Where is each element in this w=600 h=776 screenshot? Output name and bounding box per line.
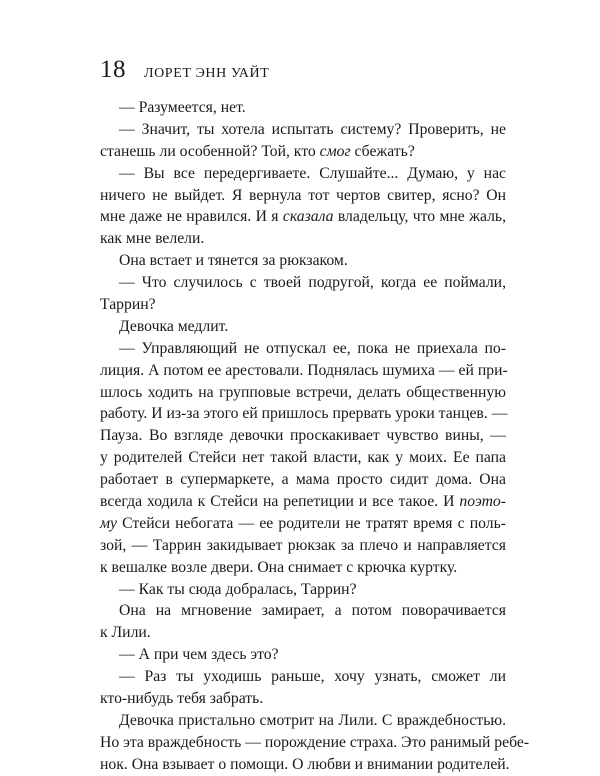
text-line: Она на мгновение замирает, а потом поворачивается (119, 602, 506, 620)
text-line: — Значит, ты хотела испытать систему? Проверить, не (119, 120, 506, 138)
text-line: — А при чем здесь это? (119, 646, 279, 664)
text-line: — Раз ты уходишь раньше, хочу узнать, сможет ли (119, 668, 506, 686)
text-line: му Стейси небогата — ее родители не тратят время с поль- (100, 514, 506, 532)
text-line: — Вы все передергиваете. Слушайте... Думаю, у нас (119, 164, 506, 182)
text-line: — Как ты сюда добралась, Таррин? (119, 580, 357, 598)
text-line: Девочка медлит. (119, 317, 229, 335)
text-line: шлось ходить на групповые встречи, делать общественную (100, 383, 506, 401)
text-line: работу. И из-за этого ей пришлось прервать уроки танцев. — (100, 405, 508, 423)
text-line: работает в супермаркете, а мама просто сидит дома. Она (100, 471, 506, 489)
text-line: Таррин? (100, 296, 156, 314)
body-text (100, 97, 530, 776)
text-line: к вешалке возле двери. Она снимает с крючка куртку. (100, 558, 458, 576)
text-line: как мне велели. (100, 230, 205, 248)
text-line: — Разумеется, нет. (119, 99, 246, 116)
text-line: — Что случилось с твоей подругой, когда ее поймали, (119, 274, 506, 292)
text-line: у родителей Стейси нет такой власти, как у моих. Ее папа (100, 449, 506, 467)
page-number: 18 (100, 56, 126, 83)
text-line: Пауза. Во взгляде девочки проскакивает чувство вины, — (100, 427, 506, 445)
text-line: нок. Она взывает о помощи. О любви и внимании родителей. (100, 755, 510, 773)
text-line: к Лили. (100, 624, 151, 642)
text-line: станешь ли особенной? Той, кто смог сбежать? (100, 142, 415, 160)
text-line: кто-нибудь тебя забрать. (100, 690, 264, 708)
text-line: Девочка пристально смотрит на Лили. С враждебностью. (119, 711, 506, 729)
running-head (100, 56, 269, 86)
text-line: ничего не выйдет. Я вернула тот чертов свитер, ясно? Он (100, 186, 506, 204)
text-line: всегда ходила к Стейси на репетиции и все такое. И поэто- (100, 493, 506, 511)
text-line: Но эта враждебность — порождение страха. Это ранимый ребе- (100, 733, 530, 751)
text-line: мне даже не нравился. И я сказала владельцу, что мне жаль, (100, 208, 506, 226)
text-line: лиция. А потом ее арестовали. Поднялась шумиха — ей при- (100, 361, 508, 379)
text-line: — Управляющий не отпускал ее, пока не приехала по- (119, 339, 506, 357)
text-line: зой, — Таррин закидывает рюкзак за плечо и направляется (100, 536, 506, 554)
text-line: Она встает и тянется за рюкзаком. (119, 252, 348, 270)
author-name: ЛОРЕТ ЭНН УАЙТ (144, 66, 270, 81)
